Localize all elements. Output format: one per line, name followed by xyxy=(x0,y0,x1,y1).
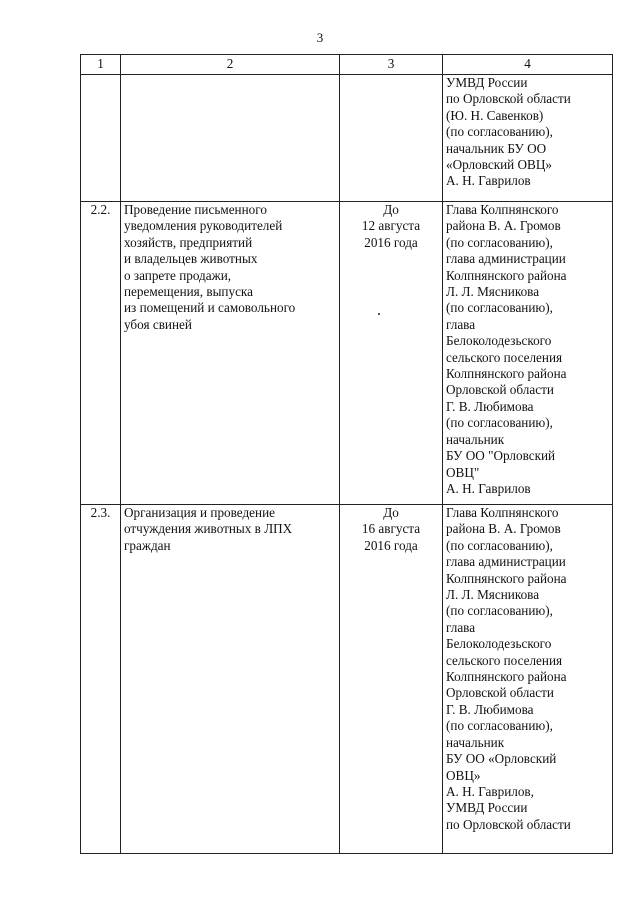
deadline-line: 16 августа xyxy=(361,521,421,537)
table-header-row xyxy=(81,55,613,75)
responsible-line: сельского поселения xyxy=(446,349,563,365)
responsible-line: БУ ОО «Орловский xyxy=(446,751,557,767)
responsible-line: Колпнянского района xyxy=(446,669,567,685)
page-number: 3 xyxy=(316,30,324,45)
responsible-line: Белоколодезьского xyxy=(446,333,552,349)
table-row xyxy=(81,202,613,505)
table-row xyxy=(81,505,613,854)
deadline-line: До xyxy=(383,505,399,520)
deadline-line: 2016 года xyxy=(364,537,418,553)
responsible-line: Колпнянского района xyxy=(446,570,567,586)
responsible-line: (по согласованию), xyxy=(446,415,553,431)
responsible-line: Колпнянского района xyxy=(446,267,567,283)
responsible-line: Глава Колпнянского xyxy=(446,202,559,217)
responsible-line: Орловской области xyxy=(446,382,554,398)
responsible-line: (по согласованию), xyxy=(446,234,553,250)
responsible-line: Г. В. Любимова xyxy=(446,701,534,717)
responsible-line: (по согласованию), xyxy=(446,718,553,734)
responsible-line: Л. Л. Мясникова xyxy=(446,284,540,300)
responsible-line: ОВЦ" xyxy=(446,464,480,480)
measure-line: Проведение письменного xyxy=(124,202,267,217)
measure-line: убоя свиней xyxy=(124,316,192,332)
responsible-line: А. Н. Гаврилов xyxy=(446,173,531,189)
measure-line: уведомления руководителей xyxy=(124,218,283,234)
measure-line: отчуждения животных в ЛПХ xyxy=(124,521,293,537)
responsible-line: Л. Л. Мясникова xyxy=(446,587,540,603)
responsible-line: сельского поселения xyxy=(446,652,563,668)
responsible-line: глава xyxy=(446,619,476,635)
header-cell-1: 1 xyxy=(81,55,121,75)
responsible-line: глава администрации xyxy=(446,251,566,267)
row-number-cell: 2.2. xyxy=(81,202,121,505)
responsible-line: (по согласованию), xyxy=(446,537,553,553)
measure-cell xyxy=(121,202,340,505)
measure-line: из помещений и самовольного xyxy=(124,300,296,316)
measure-cell xyxy=(121,75,340,202)
responsible-line: начальник БУ ОО xyxy=(446,140,547,156)
responsible-line: БУ ОО "Орловский xyxy=(446,448,556,464)
responsible-line: Глава Колпнянского xyxy=(446,505,559,520)
responsible-line: А. Н. Гаврилов, xyxy=(446,783,534,799)
responsible-line: Белоколодезьского xyxy=(446,636,552,652)
row-number-cell: 2.3. xyxy=(81,505,121,854)
responsible-line: начальник xyxy=(446,734,505,750)
deadline-cell xyxy=(340,75,443,202)
responsible-line: Колпнянского района xyxy=(446,366,567,382)
responsible-line: «Орловский ОВЦ» xyxy=(446,157,552,173)
measure-line: Организация и проведение xyxy=(124,505,275,520)
responsible-line: (по согласованию), xyxy=(446,300,553,316)
responsible-line: глава администрации xyxy=(446,554,566,570)
deadline-line: 12 августа xyxy=(361,218,421,234)
scan-speck xyxy=(378,313,380,315)
responsible-line: глава xyxy=(446,316,476,332)
measure-line: и владельцев животных xyxy=(124,251,258,267)
plan-table xyxy=(80,54,613,854)
header-cell-2: 2 xyxy=(121,55,340,75)
responsible-line: по Орловской области xyxy=(446,91,571,107)
responsible-line: УМВД России xyxy=(446,75,528,90)
responsible-cell xyxy=(443,505,613,854)
deadline-line: 2016 года xyxy=(364,234,418,250)
responsible-line: ОВЦ» xyxy=(446,767,481,783)
responsible-line: (по согласованию), xyxy=(446,603,553,619)
table-row xyxy=(81,75,613,202)
responsible-line: А. Н. Гаврилов xyxy=(446,480,531,496)
header-cell-3: 3 xyxy=(340,55,443,75)
responsible-line: Г. В. Любимова xyxy=(446,398,534,414)
measure-line: о запрете продажи, xyxy=(124,267,232,283)
deadline-line: До xyxy=(383,202,399,217)
responsible-line: района В. А. Громов xyxy=(446,521,561,537)
deadline-cell xyxy=(340,202,443,505)
responsible-cell xyxy=(443,202,613,505)
responsible-line: по Орловской области xyxy=(446,816,571,832)
deadline-cell xyxy=(340,505,443,854)
responsible-line: (по согласованию), xyxy=(446,124,553,140)
measure-cell xyxy=(121,505,340,854)
responsible-cell xyxy=(443,75,613,202)
measure-line: хозяйств, предприятий xyxy=(124,234,253,250)
row-number-cell xyxy=(81,75,121,202)
responsible-line: (Ю. Н. Савенков) xyxy=(446,107,544,123)
measure-line: перемещения, выпуска xyxy=(124,284,253,300)
header-cell-4: 4 xyxy=(443,55,613,75)
responsible-line: района В. А. Громов xyxy=(446,218,561,234)
measure-line: граждан xyxy=(124,537,171,553)
responsible-line: Орловской области xyxy=(446,685,554,701)
responsible-line: начальник xyxy=(446,431,505,447)
responsible-line: УМВД России xyxy=(446,800,528,816)
